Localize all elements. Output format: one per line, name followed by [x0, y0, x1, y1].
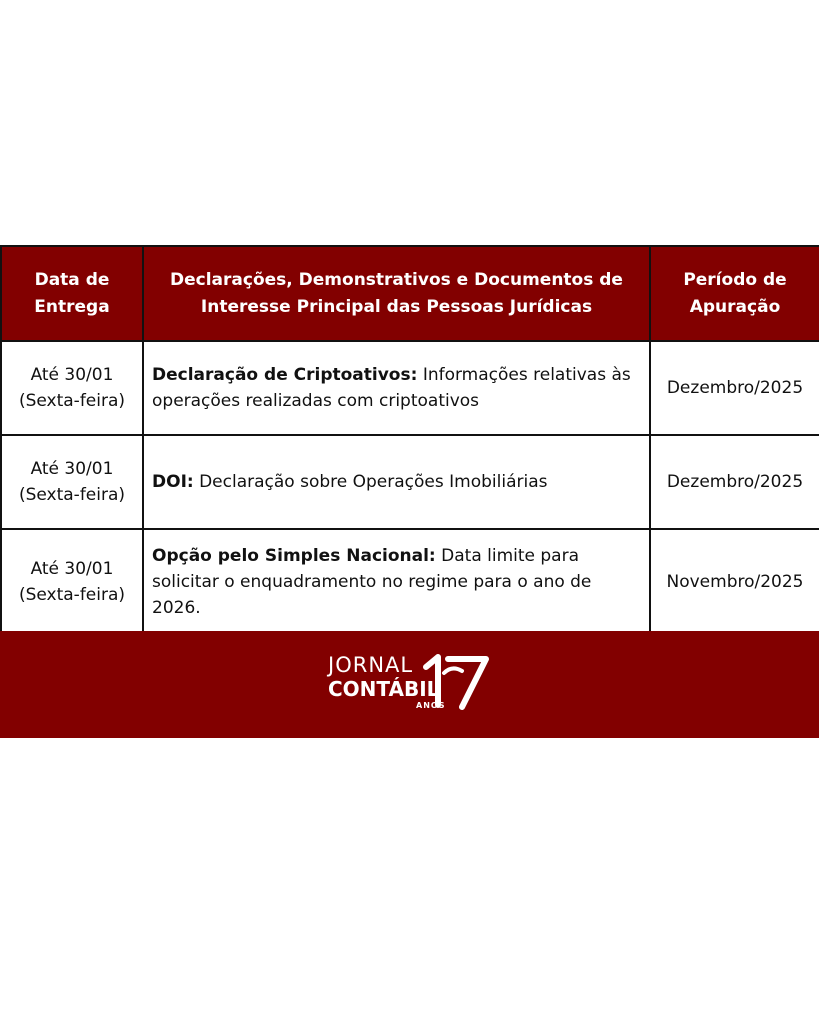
- table-row: [1, 435, 819, 529]
- obligations-table-container: [0, 245, 819, 633]
- declaration-description: Declaração sobre Operações Imobiliárias: [199, 472, 548, 492]
- declaration-cell: [143, 341, 650, 435]
- footer-banner: [0, 631, 819, 738]
- period-cell: Dezembro/2025: [650, 341, 819, 435]
- delivery-weekday: (Sexta-feira): [18, 485, 126, 505]
- header-declarations: Declarações, Demonstrativos e Documentos de Interesse Principal das Pessoas Jurídicas: [143, 246, 650, 341]
- declaration-title: Opção pelo Simples Nacional:: [152, 545, 436, 566]
- period-cell: Novembro/2025: [650, 529, 819, 633]
- delivery-weekday: (Sexta-feira): [18, 584, 126, 605]
- delivery-date: Até 30/01: [30, 459, 114, 479]
- header-delivery-date: Data de Entrega: [1, 246, 143, 341]
- delivery-weekday: (Sexta-feira): [18, 391, 126, 411]
- declaration-cell: [143, 529, 650, 633]
- declaration-title: DOI:: [152, 472, 194, 492]
- declaration-title: Declaração de Criptoativos:: [152, 365, 418, 385]
- declaration-description: Data limite para solicitar o enquadramento no regime para o ano de 2026.: [152, 545, 592, 618]
- declaration-description: Informações relativas às operações realizadas com criptoativos: [152, 365, 631, 411]
- delivery-date-cell: [1, 435, 143, 529]
- period-cell: Dezembro/2025: [650, 435, 819, 529]
- obligations-table: [0, 245, 819, 633]
- header-period: Período de Apuração: [650, 246, 819, 341]
- table-header-row: [1, 246, 819, 341]
- delivery-date: Até 30/01: [30, 558, 114, 579]
- delivery-date-cell: [1, 341, 143, 435]
- logo-jornal-text: JORNAL: [328, 653, 414, 677]
- jornal-contabil-logo: [328, 651, 498, 721]
- delivery-date-cell: [1, 529, 143, 633]
- logo-contabil-text: CONTÁBIL: [328, 677, 440, 701]
- delivery-date: Até 30/01: [30, 365, 114, 385]
- table-row: [1, 341, 819, 435]
- declaration-cell: [143, 435, 650, 529]
- logo-anos-text: ANOS: [416, 701, 446, 710]
- logo-17-mark: [422, 651, 492, 711]
- table-row: [1, 529, 819, 633]
